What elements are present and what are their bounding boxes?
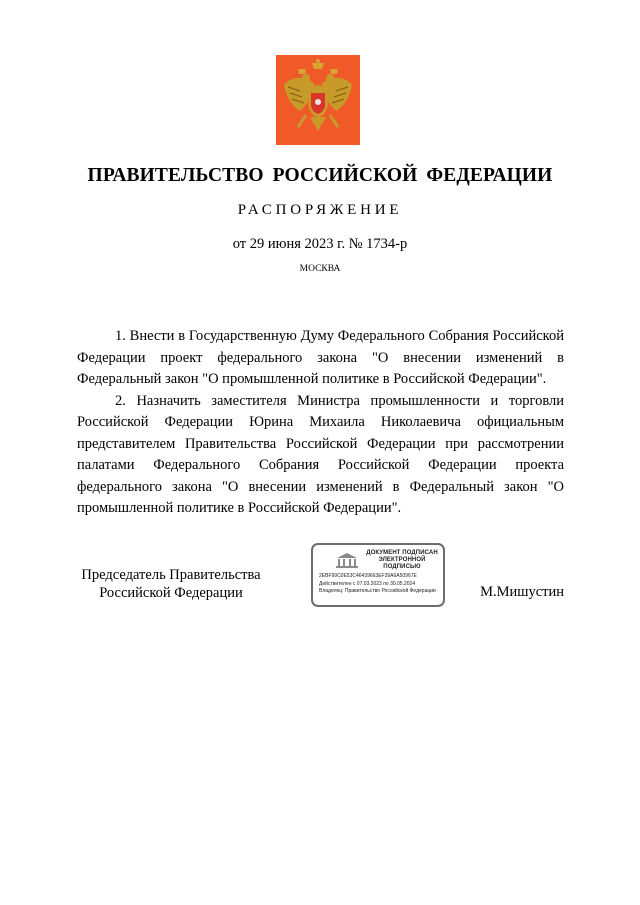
document-city: МОСКВА xyxy=(299,264,341,274)
building-emblem-icon xyxy=(335,551,359,569)
signatory-position-line-1: Председатель Правительства xyxy=(81,567,261,583)
electronic-signature-stamp xyxy=(311,543,445,607)
signatory-position-line-2: Российской Федерации xyxy=(99,585,243,601)
document-date-number: от 29 июня 2023 г. № 1734-р xyxy=(232,236,408,252)
document-type: РАСПОРЯЖЕНИЕ xyxy=(237,202,403,218)
coat-of-arms-emblem xyxy=(276,55,360,145)
stamp-owner: Владелец: Правительство Российской Федерации xyxy=(319,588,436,594)
document-body xyxy=(77,326,564,520)
stamp-certificate-number: 2EBF99C0E53C46439663EF39A6A50967E xyxy=(319,573,417,579)
paragraph-1: 1. Внести в Государственную Думу Федерального Собрания Российской Федерации проект федерального закона "О внесении изменений в Федеральный закон "О промышленной политике в Российской Федерации". xyxy=(77,328,564,387)
stamp-title-line-2: ЭЛЕКТРОННОЙ ПОДПИСЬЮ xyxy=(378,557,426,570)
stamp-title xyxy=(361,550,443,571)
government-title: ПРАВИТЕЛЬСТВО РОССИЙСКОЙ ФЕДЕРАЦИИ xyxy=(87,165,553,186)
signatory-position xyxy=(76,566,266,602)
signatory-name: М.Мишустин xyxy=(480,584,564,600)
paragraph-2: 2. Назначить заместителя Министра промышленности и торговли Российской Федерации Юрина Михаила Николаевича официальным представителем Правительства Российской Федерации при рассмотрении палатами Федерального Собрания Российской Федерации проекта федерального закона "О внесении изменений в Федеральный закон "О промышленной политике в Российской Федерации". xyxy=(77,392,564,516)
stamp-validity: Действителен с 07.03.2023 по 30.05.2024 xyxy=(319,581,416,587)
stamp-title-line-1: ДОКУМЕНТ ПОДПИСАН xyxy=(366,550,438,556)
